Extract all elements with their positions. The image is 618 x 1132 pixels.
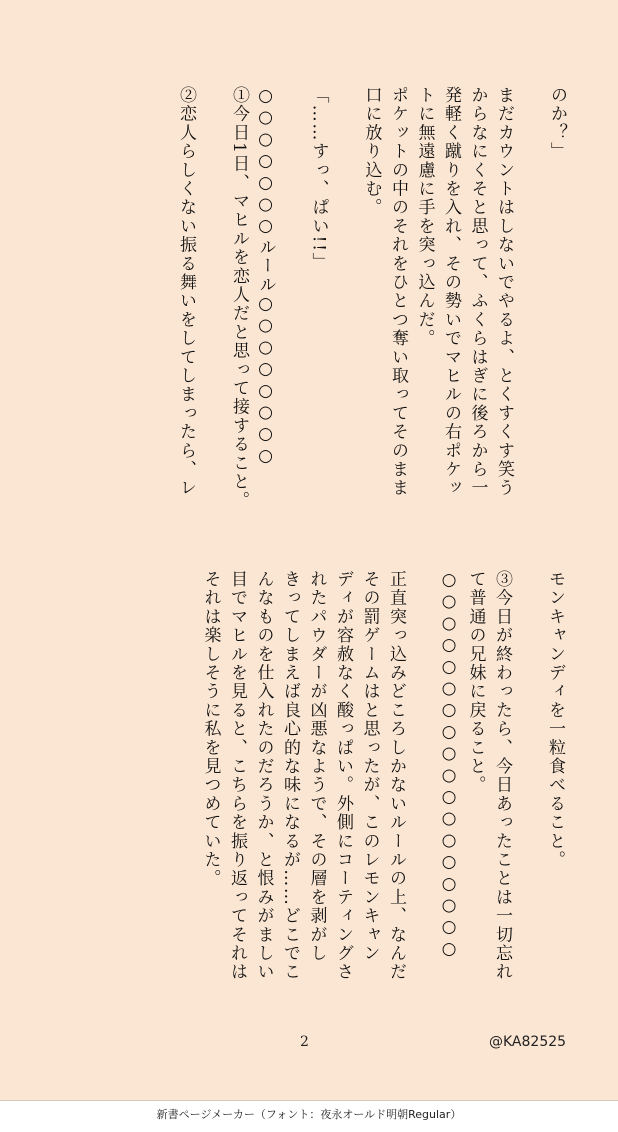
text-line: ②恋人らしくない振る舞いをしてしまったら、レ xyxy=(176,86,196,498)
text-line: きってしまえば良心的な味になるが……どこでこ xyxy=(280,570,300,982)
text-line xyxy=(279,86,306,526)
text-line: のか？」 xyxy=(547,86,567,161)
text-line: 正直突っ込みどころしかないルールの上、なんだ xyxy=(386,570,406,982)
text-line: ディが容赦なく酸っぱい。外側にコーティングさ xyxy=(333,570,353,982)
text-line: ○○○○○○○○○○○○○○○○○○ xyxy=(439,570,459,961)
credit-line: 新書ページメーカー（フォント：夜永オールド明朝Regular） xyxy=(156,1108,462,1121)
author-handle: @KA82525 xyxy=(489,1034,567,1050)
text-line: んなものを仕入れたのだろうか、と恨みがましい xyxy=(253,570,274,982)
text-line xyxy=(199,86,226,526)
text-block-top xyxy=(173,86,571,526)
text-line: ポケットの中のそれをひとつ奪い取ってそのまま xyxy=(388,86,408,498)
text-line: 目でマヒルを見ると、こちらを振り返ってそれは xyxy=(227,570,247,982)
text-line: トに無遠慮に手を突っ込んだ。 xyxy=(414,86,435,348)
text-line: モンキャンディを一粒食べること。 xyxy=(545,570,565,870)
text-line: それは楽しそうに私を見つめていた。 xyxy=(200,570,221,888)
text-line: まだカウントはしないでやるよ、とくすくす笑う xyxy=(494,86,514,498)
text-line: 「……すっ、ぱい!!」 xyxy=(308,86,329,272)
page-number: 2 xyxy=(300,1034,309,1050)
text-line: て普通の兄妹に戻ること。 xyxy=(465,570,486,795)
text-line xyxy=(409,570,436,1010)
text-line: ③今日が終わったら、今日あったことは一切忘れ xyxy=(492,570,512,982)
text-block-bottom xyxy=(197,570,568,1010)
text-line: ①今日1日、マヒルを恋人だと思って接すること。 xyxy=(229,86,249,510)
text-line: その罰ゲームはと思ったが、このレモンキャン xyxy=(359,570,380,963)
text-line xyxy=(332,86,359,526)
text-line: れたパウダーが凶悪なようで、その層を剥がし xyxy=(306,570,327,963)
text-line xyxy=(517,86,544,526)
text-line: 口に放り込む。 xyxy=(361,86,382,217)
text-line: 発軽く蹴りを入れ、その勢いでマヒルの右ポケッ xyxy=(441,86,461,498)
text-line: ○○○○○○○ルール○○○○○○○○ xyxy=(255,86,276,468)
text-line: からなにくそと思って、ふくらはぎに後ろから一 xyxy=(467,86,488,498)
text-line xyxy=(515,570,542,1010)
